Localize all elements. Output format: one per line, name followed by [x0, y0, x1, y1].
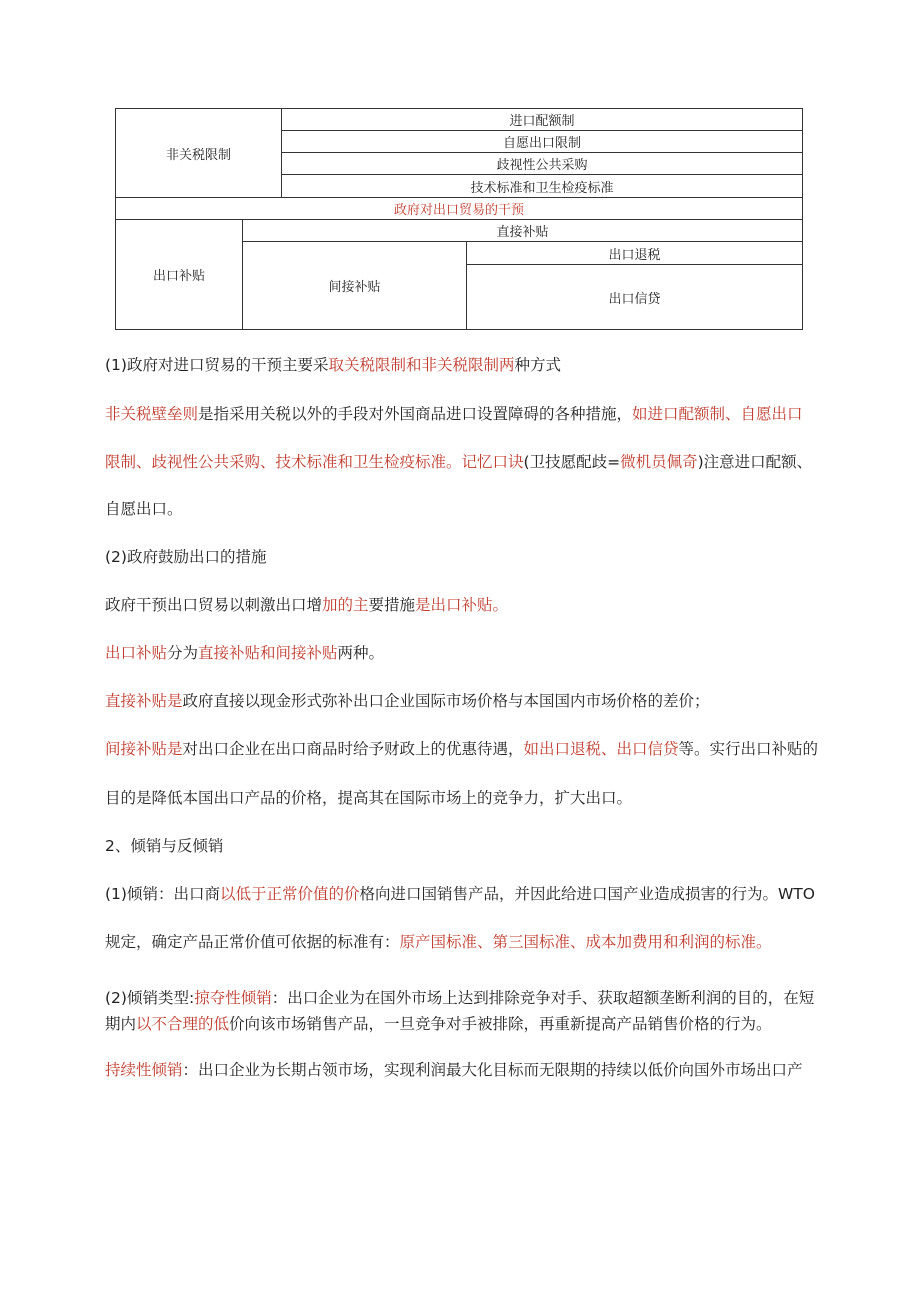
paragraph-indirect-subsidy-line1: [105, 738, 819, 760]
nontariff-item-cell: [282, 153, 802, 174]
text-run: 自愿出口。: [105, 500, 183, 518]
text-run: 等。实行出口补贴的: [678, 740, 819, 758]
paragraph-persistent-dumping: [105, 1059, 815, 1081]
paragraph-nontariff-barriers-line1: [105, 403, 815, 425]
paragraph-export-subsidy-main: [105, 594, 815, 616]
text-run: (卫技愿配歧=: [523, 453, 621, 471]
nontariff-item-quota: 进口配额制: [509, 114, 575, 129]
highlight-run: 直接补贴是: [105, 692, 183, 710]
highlight-run: 如出口退税、出口信贷: [523, 740, 679, 758]
paragraph-import-intervention: [105, 354, 815, 376]
highlight-run: 限制、歧视性公共采购、技术标准和卫生检疫标准。记忆口诀: [105, 453, 524, 471]
highlight-run: 微机员佩奇: [620, 453, 698, 471]
text-run: 价向该市场销售产品，一旦竞争对手被排除，再重新提高产品销售价格的行为。: [229, 1015, 772, 1033]
text-run: (2)政府鼓励出口的措施: [105, 548, 267, 566]
text-run: 2、倾销与反倾销: [105, 837, 224, 855]
text-run: (1)政府对进口贸易的干预主要采: [105, 356, 329, 374]
section-heading-dumping: [105, 835, 815, 857]
text-run: 对出口企业在出口商品时给予财政上的优惠待遇，: [182, 740, 524, 758]
paragraph-dumping-definition-line2: [105, 931, 815, 953]
highlight-run: 加的主: [322, 596, 369, 614]
nontariff-item-cell: [282, 175, 802, 197]
text-run: ：出口企业为长期占领市场，实现利润最大化目标而无限期的持续以低价向国外市场出口产: [182, 1061, 803, 1079]
paragraph-indirect-subsidy-line2: [105, 787, 815, 809]
text-run: 格向进口国销售产品，并因此给进口国产业造成损害的行为。WTO: [359, 885, 815, 903]
text-run: 分为: [167, 644, 199, 662]
subsidy-label-cell: [116, 220, 242, 329]
indirect-item-tax-rebate: 出口退税: [608, 247, 661, 263]
text-run: 种方式: [514, 356, 561, 374]
highlight-run: 原产国标准、第三国标准、成本加费用和利润的标准。: [399, 933, 772, 951]
highlight-run: 直接补贴和间接补贴: [198, 644, 338, 662]
nontariff-item-cell: [282, 131, 802, 152]
highlight-run: 以低于正常价值的价: [219, 885, 360, 903]
highlight-run: 以不合理的低: [136, 1015, 230, 1033]
indirect-subsidy: 间接补贴: [328, 280, 381, 295]
paragraph-dumping-types-line1: [105, 987, 815, 1009]
text-run: ：出口企业为在国外市场上达到排除竞争对手、获取超额垄断利润的目的，在短: [271, 989, 815, 1007]
indirect-subsidy-cell: [243, 242, 466, 329]
direct-subsidy: 直接补贴: [496, 225, 549, 240]
section-header-cell: [116, 198, 802, 219]
text-run: 两种。: [337, 644, 385, 662]
text-run: )注意进口配额、: [697, 453, 813, 471]
highlight-run: 取关税限制和非关税限制两: [328, 356, 515, 374]
text-run: 是指采用关税以外的手段对外国商品进口设置障碍的各种措施，: [198, 405, 633, 423]
text-run: 政府干预出口贸易以刺激出口增: [105, 596, 323, 614]
highlight-run: 非关税壁垒则: [105, 405, 199, 423]
highlight-run: 间接补贴是: [105, 740, 183, 758]
paragraph-direct-subsidy: [105, 690, 815, 712]
direct-subsidy-cell: [243, 220, 802, 241]
paragraph-nontariff-barriers-line2: [105, 451, 815, 473]
trade-intervention-table: [115, 108, 803, 330]
paragraph-dumping-definition-line1: [105, 883, 815, 905]
highlight-run: 如进口配额制、自愿出口: [632, 405, 803, 423]
subsidy-label: 出口补贴: [152, 269, 205, 284]
section-header: 政府对出口贸易的干预: [393, 203, 524, 218]
text-run: 要措施: [368, 596, 416, 614]
nontariff-label-cell: [116, 109, 281, 197]
highlight-run: 是出口补贴。: [415, 596, 509, 614]
paragraph-subsidy-types: [105, 642, 815, 664]
text-run: 规定，确定产品正常价值可依据的标准有：: [105, 933, 400, 951]
nontariff-item-cell: [282, 109, 802, 130]
indirect-item-export-credit: 出口信贷: [608, 291, 661, 307]
indirect-item-cell: [467, 265, 802, 329]
paragraph-dumping-types-line2: [105, 1013, 815, 1035]
indirect-item-cell: [467, 242, 802, 264]
text-run: (2)倾销类型:: [105, 989, 195, 1007]
highlight-run: 出口补贴: [105, 644, 168, 662]
nontariff-label: 非关税限制: [165, 147, 231, 163]
nontariff-item-standards: 技术标准和卫生检疫标准: [470, 180, 614, 196]
highlight-run: 持续性倾销: [105, 1061, 183, 1079]
text-run: (1)倾销：出口商: [105, 885, 220, 903]
text-run: 政府直接以现金形式弥补出口企业国际市场价格与本国国内市场价格的差价；: [182, 692, 710, 710]
paragraph-export-measures-heading: [105, 546, 815, 568]
highlight-run: 掠夺性倾销: [194, 989, 272, 1007]
text-run: 期内: [105, 1015, 137, 1033]
nontariff-item-voluntary-export: 自愿出口限制: [502, 136, 581, 151]
text-run: 目的是降低本国出口产品的价格，提高其在国际市场上的竞争力，扩大出口。: [105, 789, 633, 807]
nontariff-item-procurement: 歧视性公共采购: [496, 158, 588, 173]
paragraph-nontariff-barriers-line3: [105, 498, 815, 520]
